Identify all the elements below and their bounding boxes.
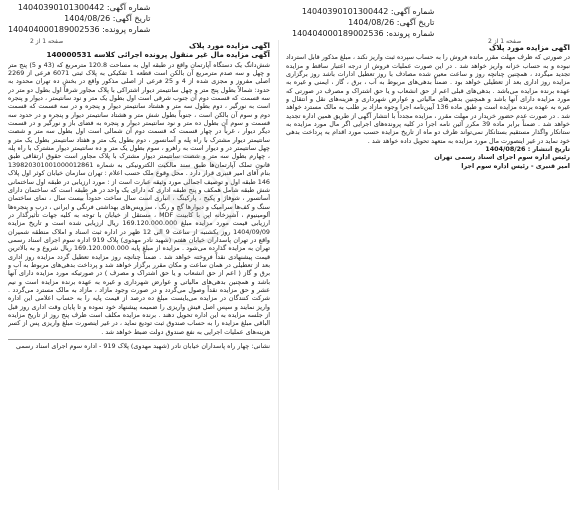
- header-middle-line2: تاریخ آگهی: 1404/08/26: [348, 18, 435, 27]
- page-number-right: صفحه 1 از 2: [488, 38, 522, 45]
- header-middle-line1: شماره آگهی: 14040390101300442: [301, 7, 435, 16]
- left-notice-subtitle: آگهی مزایده مال غیر منقول پرونده اجرائی کلاسه 140000531: [46, 50, 270, 60]
- right-notice: [286, 44, 570, 174]
- header-left-line2: تاریخ آگهی: 1404/08/26: [64, 14, 151, 23]
- left-notice-body: شش‌دانگ یک دستگاه آپارتمان واقع در طبقه اول به مساحت 120.8 مترمربع که (43 و 5) پنج متر و چهل و سه صدم مترمربع آن بالکن است قطعه 1 تفکیکی به پلاک ثبتی 6071 فرعی از 2269 اصلی مفروز و مجزی شده از 4 و 25 فرعی از اصلی مذکور واقع در بخش ده تهران محدود به حدود: شمالاً بطول پنج متر و چهل سانتیمتر دیوار اشتراکی با پلاک مجاور شرقاً اول بطول دو متر در سه قسمت که قسمت دوم آن جنوب شرقی است اول بطول یک متر و نود سانتیمتر ، دیوار و پنجره است به نورگیر ، دوم بطول سه متر و هشتاد سانتیمتر دیوار و پنجره و در سه قسمت که قسمت دوم و سوم آن بالکن است ، جنوباً بطول شش متر و هشتاد سانتیمتر دیوار و پنجره و در حدود سه قسمت و سوم آن بطول ده متر و نود سانتیمتر دیوار و پنجره به فضای باز و نورگیر و در قسمت دیگر دیوار ، غرباً در چهار قسمت که قسمت دوم آن شمالی است اول بطول سه متر و شصت سانتیمتر دیوار مشترک با راه پله و آسانسور ، دوم بطول یک متر و هفتاد سانتیمتر بطول یک متر و چهل سانتیمتر در و دیوار است به راهرو ، سوم بطول یک متر و ده سانتیمتر دیوار مشترک با راه پله ، چهارم بطول سه متر و شصت سانتیمتر دیوار مشترک با پلاک مجاور است حقوق ارتفاقی طبق قانون تملک آپارتمان‌ها طبق سند مالکیت الکترونیکی به شماره 139820301001000012861 بنام آقای امیر قنبری قرار دارد . محل وقوع ملک حسب اعلام : تهران سازمان خیابان کوثر اول پلاک 146 طبقه اول و توصیف اجمالی مورد وثیقه عبارت است از : مورد ارزیابی در طبقه اول ساختمانی شش طبقه شامل همکف و پنج طبقه اداری که دارای یک واحد در هر طبقه است که ساختمان دارای آسانسور ، شوفاژ و پکیج ، پارکینگ ، انباری است سال ساخت حدوداً بیست سال ، نمای ساختمان سنگ و کف‌ها سرامیک و دیوارها گچ و رنگ ، سرویس‌های بهداشتی فرنگی و ایرانی ، درب و پنجره‌ها آلومینیوم ، آشپزخانه اپن با کابینت MDF ، مستقل از خیابان با توجه به کلیه جهات تأثیرگذار در ارزیابی قیمت مورد مزایده مبلغ 169.120.000.000 ریال ارزیابی شده است و تاریخ مزایده 1404/09/09 روز یکشنبه از ساعت 9 الی 12 ظهر در اداره ثبت اسناد و املاک منطقه شمیران واقع در تهران پاسداران خیابان هفتم (شهید نادر مهدوی) پلاک 919 اداره سوم اجرای اسناد رسمی تهران به مزایده گذارده می‌شود . مزایده از مبلغ پایه 169.120.000.000 ریال شروع و به بالاترین قیمت پیشنهادی نقداً فروخته خواهد شد . ضمناً چنانچه روز مزایده تعطیل گردد مزایده روز اداری بعد از تعطیلی در همان ساعت و مکان مقرر برگزار خواهد شد و پرداخت بدهی‌های مربوط به آب و برق و گاز ( اعم از حق انشعاب و یا حق اشتراک و مصرف ) در صورتیکه مورد مزایده دارای آنها باشد و همچنین بدهی‌های مالیاتی و عوارض شهرداری و غیره به عهده برنده مزایده است و نیم عشر و حق مزایده نقداً وصول می‌گردد و در صورت وجود مازاد ، مازاد به مالک مسترد می‌گردد . شرکت کنندگان در مزایده می‌بایست مبلغ ده درصد از قیمت پایه را به حساب اعلامی این اداره واریز نمایند و سپس اصل فیش واریزی را ضمیمه پیشنهاد خود نموده و تا پایان وقت اداری روز قبل از جلسه مزایده به این اداره تحویل دهند . برنده مزایده مکلف است ظرف پنج روز از تاریخ مزایده الباقی مبلغ مزایده را به حساب صندوق ثبت تودیع نماید ، در غیر اینصورت مبلغ واریزی پس از کسر هزینه‌های عملیات اجرایی به نفع صندوق دولت ضبط خواهد شد .: [8, 60, 270, 336]
- right-notice-body: در صورتی که ظرف مهلت مقرر مانده فروش را به حساب سپرده ثبت واریز نکند ، مبلغ مذکور قابل استرداد نبوده و به حساب خزانه واریز خواهد شد . در این صورت عملیات فروش از درجه اعتبار ساقط و مزایده تجدید میگردد ، همچنین چنانچه روز و ساعت معین شده مصادف با روز تعطیل ادارات باشد روز برگزاری مزایده روز اداری بعد از تعطیلی خواهد بود . ضمناً بدهی‌های مربوط به آب ، برق ، گاز ، ایمنی و غیره به عهده برنده مزایده می‌باشد . بدهی‌های قبلی اعم از حق انشعاب و یا حق اشتراک و مصرف در صورتی که مورد مزایده دارای آنها باشد و همچنین بدهی‌های مالیاتی و عوارض شهرداری و هزینه‌های نقل و انتقال و غیره به عهده برنده مزایده است و طبق ماده 136 آیین‌نامه اجرا وجوه مازاد بر طلب به مالک مسترد خواهد شد . در صورت عدم حضور خریدار در مهلت مقرر ، مزایده مجدداً با انتشار آگهی از طریق همین اداره تجدید خواهد شد . ضمناً برابر ماده 39 مکرر آئین نامه اجرا در کلیه پرونده‌های اجرایی اگر مال مورد مزایده به ستانکار واگذار مستقیم بستانکار نمی‌تواند ظرف دو ماه از تاریخ مزایده حسب مورد اقدام به پرداخت بدهی خود نماید در غیر اینصورت مال مورد مزایده به متعهد تحویل داده خواهد شد .: [286, 53, 570, 145]
- emblem-seal-icon: [140, 150, 240, 250]
- header-left-line3: شماره پرونده: 140404000189002536: [8, 25, 151, 34]
- header-left-line1: شماره آگهی: 14040390101300442: [17, 3, 151, 12]
- right-notice-title: آگهی مزایده مورد پلاک: [489, 44, 570, 52]
- left-notice-footer: نشانی: چهار راه پاسداران خیابان نادر (شهید مهدوی) پلاک 919 - اداره سوم اجرای اسناد رسمی: [8, 339, 270, 350]
- header-middle: [292, 6, 434, 39]
- right-notice-date: تاریخ انتشار : 1404/08/26: [485, 145, 570, 154]
- left-notice: [8, 42, 270, 494]
- left-notice-title: آگهی مزایده مورد پلاک: [189, 42, 270, 50]
- column-divider: [278, 40, 279, 490]
- page-number-left: صفحه 1 از 2: [30, 38, 64, 45]
- header-middle-line3: شماره پرونده: 140404000189002536: [292, 29, 435, 38]
- header-left: [8, 2, 150, 35]
- right-notice-signature-2: امیر قنبری - رئیس اداره سوم اجرا: [461, 161, 570, 170]
- right-notice-signature-1: رئیس اداره سوم اجرای اسناد رسمی تهران: [434, 153, 570, 162]
